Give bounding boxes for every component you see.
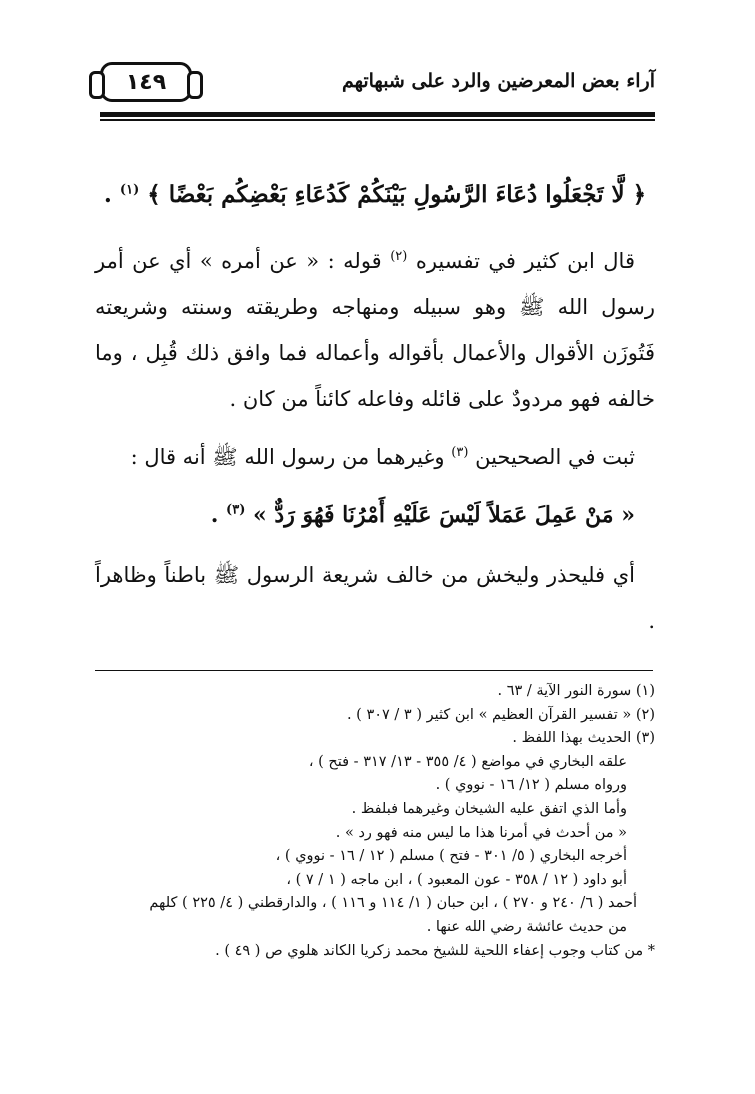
para3-text: أي فليحذر وليخش من خالف شريعة الرسول ﷺ باطناً وظاهراً . [95,563,655,633]
para2-body: وغيرهما من رسول الله ﷺ أنه قال : [130,445,445,469]
verse-text: ﴿ لَّا تَجْعَلُوا دُعَاءَ الرَّسُولِ بَيْنَكُمْ كَدُعَاءِ بَعْضِكُم بَعْضًا ﴾ [147,181,647,208]
page-number-badge [100,62,192,102]
header-rule-thick [100,112,655,117]
footnote-separator [95,670,653,671]
running-title: آراء بعض المعرضين والرد على شبهاتهم [341,70,655,92]
footnote-line: وأما الذي اتفق عليه الشيخان وغيرهما فبلفظ . [351,800,627,817]
para1-footnote-ref: (٢) [390,249,408,264]
paragraph-warning [95,552,655,644]
hadith-period: . [210,502,219,528]
hadith-quote [95,492,655,538]
footnote-line: ورواه مسلم ( ١٢/ ١٦ - نووي ) . [435,777,627,794]
para1-lead: قال ابن كثير في تفسيره [415,249,635,273]
footnote-line: أحمد ( ٦/ ٢٤٠ و ٢٧٠ ) ، ابن حبان ( ١/ ١١٤ و ١١٦ ) ، والدارقطني ( ٤/ ٢٢٥ ) كلهم [149,895,637,912]
page-header [100,58,655,110]
paragraph-sahihayn [95,434,655,480]
hadith-text: « مَنْ عَمِلَ عَمَلاً لَيْسَ عَلَيْهِ أَمْرُنَا فَهُوَ رَدٌّ » [253,502,635,528]
verse-period: . [103,181,112,208]
para2-lead: ثبت في الصحيحين [475,445,635,469]
footnote-line: * من كتاب وجوب إعفاء اللحية للشيخ محمد زكريا الكاند هلوي ص ( ٤٩ ) . [215,942,655,959]
verse-footnote-ref: (١) [119,182,140,198]
footnote-line: أبو داود ( ١٢ / ٣٥٨ - عون المعبود ) ، ابن ماجه ( ١ / ٧ ) ، [286,871,627,888]
footnote-line: (٣) الحديث بهذا اللفظ . [512,730,655,747]
footnote-line: أخرجه البخاري ( ٥/ ٣٠١ - فتح ) مسلم ( ١٢ / ١٦ - نووي ) ، [275,848,627,865]
para2-footnote-ref: (٣) [451,445,469,460]
footnote-line: (٢) « تفسير القرآن العظيم » ابن كثير ( ٣ / ٣٠٧ ) . [346,706,655,723]
main-text [95,172,655,656]
header-rule-thin [100,119,655,121]
footnotes [95,680,655,963]
footnote-line: من حديث عائشة رضي الله عنها . [426,918,627,935]
footnote-line: علقه البخاري في مواضع ( ٤/ ٣٥٥ - ١٣/ ٣١٧ - فتح ) ، [308,753,627,770]
hadith-footnote-ref: (٣) [226,502,246,518]
page-number: ١٤٩ [125,69,167,95]
quran-verse [95,172,655,218]
paragraph-ibn-kathir [95,238,655,422]
footnote-line: « من أحدث في أمرنا هذا ما ليس منه فهو رد » . [335,824,627,841]
para1-body: قوله : « عن أمره » أي عن أمر رسول الله ﷺ وهو سبيله ومنهاجه وطريقته وسنته وشريعته فَتُوزَن الأقوال والأعمال بأقواله وأعماله فما وافق ذلك قُبِل ، وما خالفه فهو مردودٌ على قائله وفاعله كائناً من كان . [95,249,655,411]
footnote-line: (١) سورة النور الآية / ٦٣ . [497,683,655,699]
